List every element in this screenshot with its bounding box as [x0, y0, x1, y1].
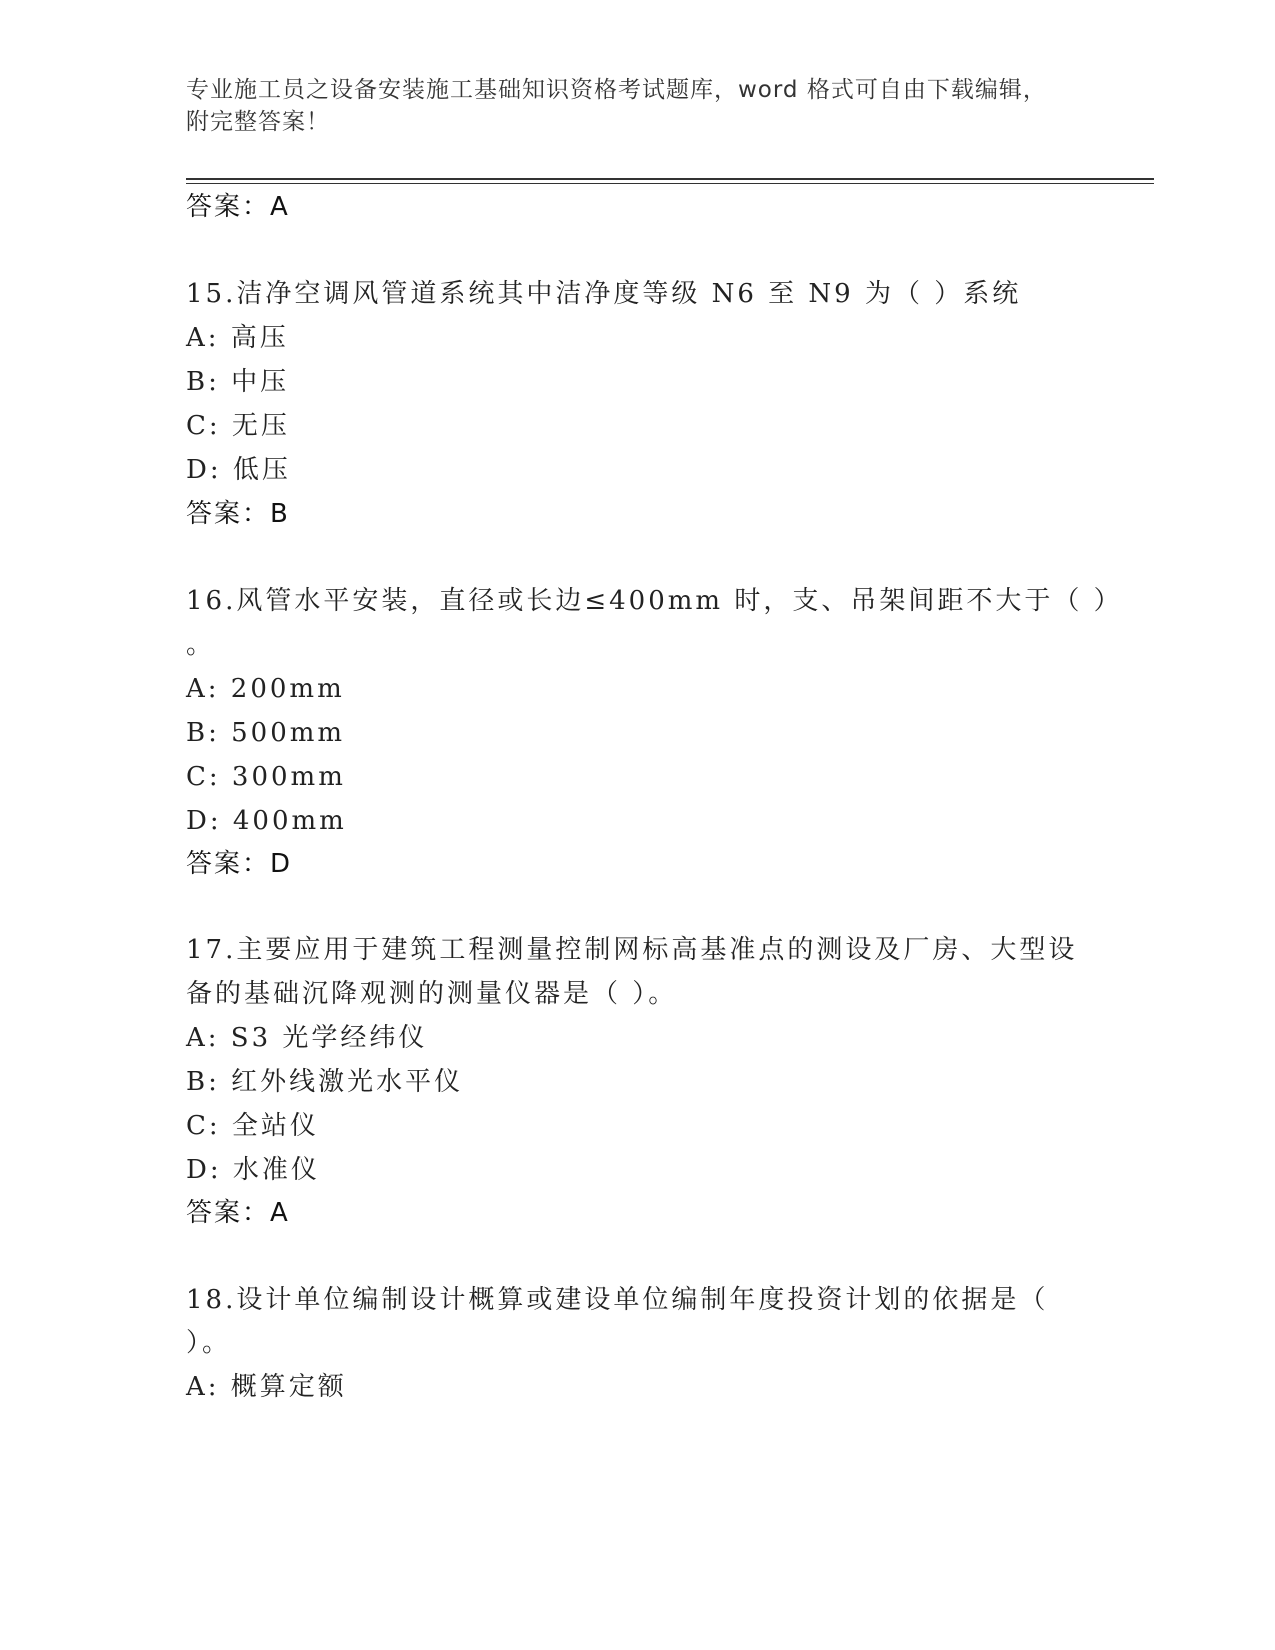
- header-divider-thin: [186, 183, 1154, 184]
- question-17-option-c: C: 全站仪: [186, 1111, 319, 1141]
- question-18-option-a: A: 概算定额: [186, 1372, 347, 1402]
- question-17-option-a: A: S3 光学经纬仪: [186, 1023, 428, 1053]
- question-15-option-a: A: 高压: [186, 323, 289, 353]
- question-16-option-a: A: 200mm: [186, 674, 345, 704]
- header-divider-thick: [186, 178, 1154, 180]
- question-17-option-b: B: 红外线激光水平仪: [186, 1067, 464, 1097]
- header-line-1: 专业施工员之设备安装施工基础知识资格考试题库，word 格式可自由下载编辑，: [186, 77, 1047, 103]
- question-16-stem-cont: 。: [186, 630, 216, 660]
- document-header: [186, 74, 1086, 138]
- question-15-option-b: B: 中压: [186, 367, 290, 397]
- question-16-answer: 答案：D: [186, 849, 293, 879]
- question-18-stem: 18.设计单位编制设计概算或建设单位编制年度投资计划的依据是（: [186, 1285, 1049, 1315]
- question-17-stem-cont: 备的基础沉降观测的测量仪器是（ ）。: [186, 979, 678, 1009]
- question-15-stem: 15.洁净空调风管道系统其中洁净度等级 N6 至 N9 为（ ）系统: [186, 279, 1022, 309]
- header-line-2: 附完整答案！: [186, 109, 330, 135]
- question-16-option-b: B: 500mm: [186, 718, 346, 748]
- question-17-answer: 答案：A: [186, 1198, 290, 1228]
- question-15-option-c: C: 无压: [186, 411, 290, 441]
- question-17-stem: 17.主要应用于建筑工程测量控制网标高基准点的测设及厂房、大型设: [186, 935, 1078, 965]
- question-18-stem-cont: ）。: [186, 1328, 232, 1358]
- question-16-option-c: C: 300mm: [186, 762, 346, 792]
- question-16-option-d: D: 400mm: [186, 806, 347, 836]
- question-16-stem: 16.风管水平安装，直径或长边≤400mm 时，支、吊架间距不大于（ ）: [186, 586, 1123, 616]
- question-15-answer: 答案：B: [186, 499, 290, 529]
- question-17-option-d: D: 水准仪: [186, 1155, 320, 1185]
- question-15-option-d: D: 低压: [186, 455, 291, 485]
- answer-prev: 答案：A: [186, 192, 290, 222]
